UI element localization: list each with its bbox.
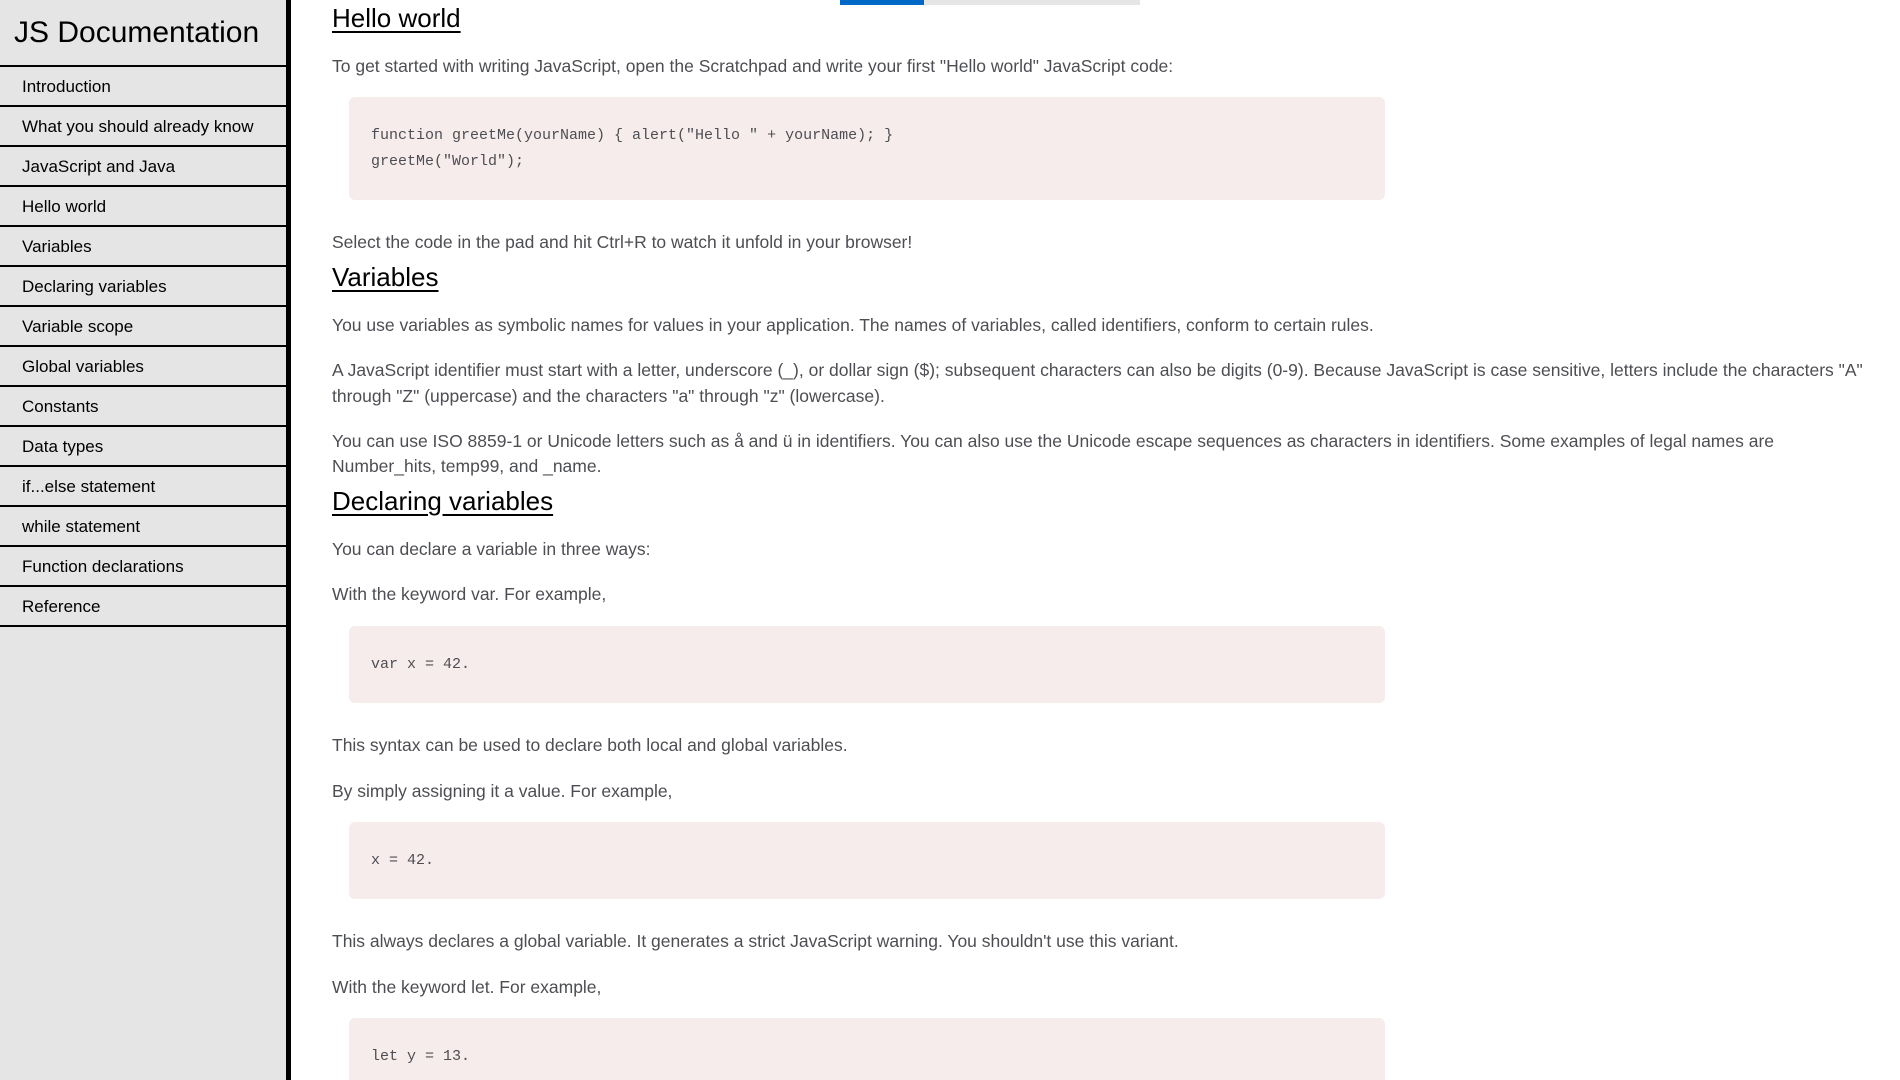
paragraph: You use variables as symbolic names for values in your application. The names of variables, called identifiers, conform to certain rules. — [332, 314, 1374, 335]
section-variables — [316, 260, 1882, 484]
sidebar-nav-item — [0, 147, 286, 187]
section-declaring-variables — [316, 484, 1882, 1080]
sidebar-nav-item — [0, 67, 286, 107]
sidebar-nav-item — [0, 507, 286, 547]
sidebar-nav-item — [0, 307, 286, 347]
code-block — [349, 822, 1385, 900]
paragraph: This syntax can be used to declare both local and global variables. — [332, 735, 848, 756]
main-content — [296, 0, 1900, 1080]
sidebar-nav-item — [0, 267, 286, 307]
sidebar-nav-item — [0, 427, 286, 467]
code-line: var x = 42. — [371, 655, 471, 673]
sidebar-item-hello-world[interactable]: Hello world — [0, 187, 286, 227]
paragraph: A JavaScript identifier must start with a letter, underscore (_), or dollar sign ($); subsequent characters can also be digits (0-9). Because JavaScript is case sensitive, letters include the characters "A" through "Z" (uppercase) and the characters "a" through "z" (lowercase). — [332, 360, 1863, 406]
paragraph: You can declare a variable in three ways: — [332, 538, 651, 559]
code-block — [349, 1018, 1385, 1080]
code-line: function greetMe(yourName) { alert("Hello " + yourName); } — [371, 127, 894, 145]
sidebar-item-what-you-should-already-know[interactable]: What you should already know — [0, 107, 286, 147]
sidebar-item-variable-scope[interactable]: Variable scope — [0, 307, 286, 347]
sidebar-item-data-types[interactable]: Data types — [0, 427, 286, 467]
sidebar-item-global-variables[interactable]: Global variables — [0, 347, 286, 387]
sidebar-navigation — [0, 0, 291, 1080]
sidebar-nav-item — [0, 227, 286, 267]
paragraph: You can use ISO 8859-1 or Unicode letters such as å and ü in identifiers. You can also use the Unicode escape sequences as characters in identifiers. Some examples of legal names are Number_hits, temp99, and _name. — [332, 431, 1775, 477]
section-heading-variables: Variables — [332, 261, 439, 292]
sidebar-nav-item — [0, 587, 286, 627]
sidebar-nav-item — [0, 387, 286, 427]
sidebar-nav-item — [0, 107, 286, 147]
code-line: greetMe("World"); — [371, 152, 525, 170]
code-block — [349, 626, 1385, 704]
code-line: let y = 13. — [371, 1048, 471, 1066]
sidebar-nav-item — [0, 547, 286, 587]
sidebar-item-variables[interactable]: Variables — [0, 227, 286, 267]
scroll-progress-track[interactable] — [840, 0, 1140, 5]
sidebar-nav-list — [0, 67, 286, 627]
sidebar-nav-item — [0, 187, 286, 227]
section-heading-declaring-variables: Declaring variables — [332, 485, 554, 516]
sidebar-item-while-statement[interactable]: while statement — [0, 507, 286, 547]
sidebar-item-constants[interactable]: Constants — [0, 387, 286, 427]
sidebar-item-function-declarations[interactable]: Function declarations — [0, 547, 286, 587]
paragraph: By simply assigning it a value. For example, — [332, 780, 673, 801]
sidebar-item-javascript-and-java[interactable]: JavaScript and Java — [0, 147, 286, 187]
sidebar-item-introduction[interactable]: Introduction — [0, 67, 286, 107]
sidebar-nav-item — [0, 347, 286, 387]
section-heading-hello-world: Hello world — [332, 3, 461, 33]
code-line: x = 42. — [371, 851, 435, 869]
sidebar-item-declaring-variables[interactable]: Declaring variables — [0, 267, 286, 307]
paragraph: To get started with writing JavaScript, open the Scratchpad and write your first "Hello world" JavaScript code: — [332, 56, 1174, 77]
sidebar-nav-item — [0, 467, 286, 507]
sidebar-item-if-else-statement[interactable]: if...else statement — [0, 467, 286, 507]
code-block — [349, 97, 1385, 200]
paragraph: With the keyword let. For example, — [332, 976, 602, 997]
section-hello-world — [316, 0, 1882, 260]
scroll-progress-fill — [840, 0, 924, 5]
sidebar-item-reference[interactable]: Reference — [0, 587, 286, 627]
sidebar-title: JS Documentation — [0, 0, 286, 67]
paragraph: This always declares a global variable. It generates a strict JavaScript warning. You shouldn't use this variant. — [332, 931, 1179, 952]
paragraph: With the keyword var. For example, — [332, 584, 607, 605]
paragraph: Select the code in the pad and hit Ctrl+R to watch it unfold in your browser! — [332, 232, 913, 253]
